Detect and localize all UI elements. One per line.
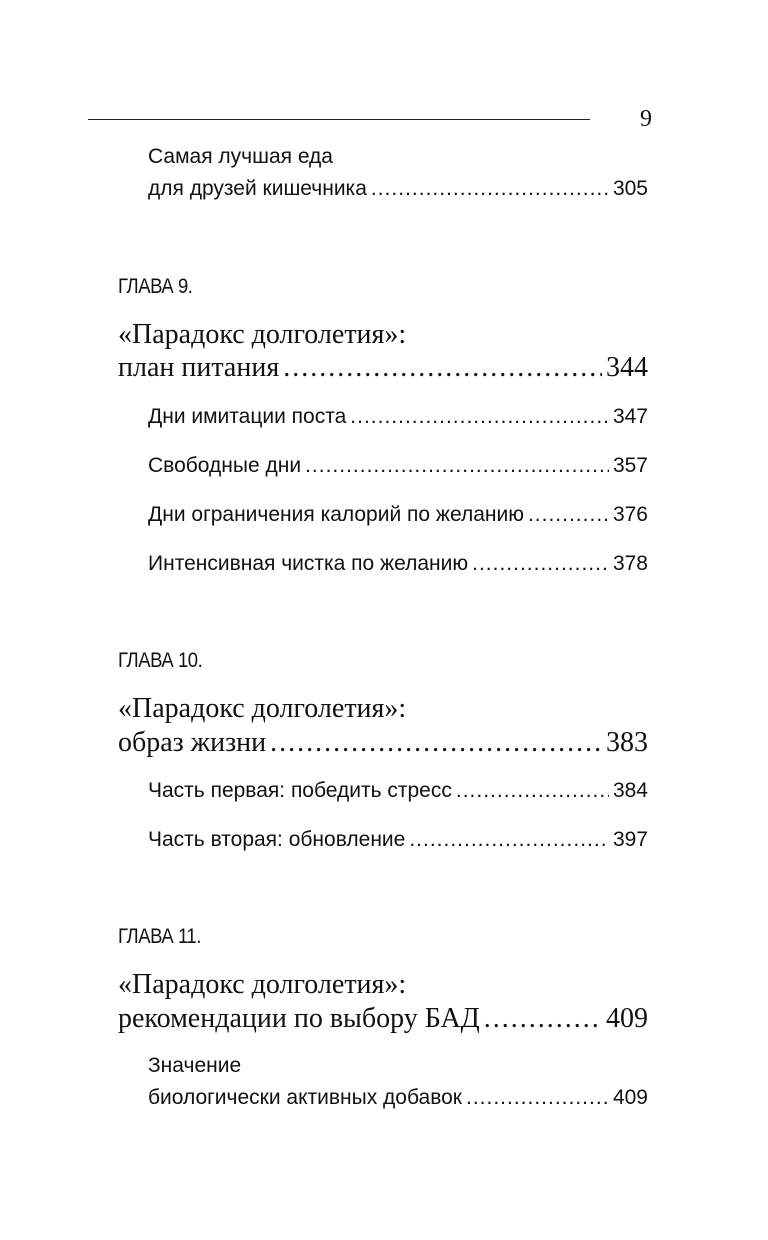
chapter-title-text: образ жизни [118,727,267,758]
toc-entry[interactable] [148,402,648,432]
toc-entry-line1: Значение [148,1054,242,1077]
toc-page-number: 347 [612,405,648,428]
dot-leader [484,1002,602,1036]
dot-leader [371,174,609,204]
chapter-title-entry[interactable] [118,726,648,760]
chapter-page-number: 409 [606,1003,648,1034]
header-rule [88,119,590,120]
toc-entry[interactable] [148,451,648,481]
toc-page-number: 409 [612,1086,648,1109]
chapter-page-number: 383 [606,727,648,758]
dot-leader [305,451,609,481]
chapter-title-entry[interactable] [118,351,648,385]
toc-entry[interactable] [148,1083,648,1113]
dot-leader [409,825,609,855]
toc-entry-text: Интенсивная чистка по желанию [148,552,469,575]
chapter-title-text: рекомендации по выбору БАД [118,1003,480,1034]
chapter-label: ГЛАВА 10. [118,649,203,672]
toc-entry-text: для друзей кишечника [148,177,367,200]
toc-entry-text: Дни ограничения калорий по желанию [148,503,524,526]
dot-leader [466,1083,609,1113]
chapter-title-text: план питания [118,352,280,383]
toc-entry[interactable] [148,549,648,579]
dot-leader [528,500,609,530]
dot-leader [270,726,602,760]
toc-entry-text: Свободные дни [148,454,302,477]
chapter-label: ГЛАВА 9. [118,275,193,298]
page-number: 9 [640,106,652,132]
toc-page-number: 357 [612,454,648,477]
toc-entry-text: Часть вторая: обновление [148,828,406,851]
toc-page-number: 384 [612,779,648,802]
toc-entry[interactable] [148,825,648,855]
chapter-page-number: 344 [606,352,648,383]
chapter-title-line1: «Парадокс долголетия»: [118,319,407,350]
toc-entry[interactable] [148,500,648,530]
toc-entry-text: биологически активных добавок [148,1086,462,1109]
toc-entry[interactable] [148,174,648,204]
toc-entry-line1: Самая лучшая еда [148,145,333,168]
toc-page-number: 397 [612,828,648,851]
toc-entry-text: Дни имитации поста [148,405,347,428]
dot-leader [283,351,602,385]
toc-page-number: 376 [612,503,648,526]
toc-page-number: 378 [612,552,648,575]
toc-entry-text: Часть первая: победить стресс [148,779,452,802]
toc-page-number: 305 [612,177,648,200]
chapter-title-line1: «Парадокс долголетия»: [118,969,407,1000]
chapter-label: ГЛАВА 11. [118,925,201,948]
dot-leader [472,549,609,579]
dot-leader [350,402,609,432]
dot-leader [456,776,609,806]
chapter-title-line1: «Парадокс долголетия»: [118,693,407,724]
toc-entry[interactable] [148,776,648,806]
chapter-title-entry[interactable] [118,1002,648,1036]
